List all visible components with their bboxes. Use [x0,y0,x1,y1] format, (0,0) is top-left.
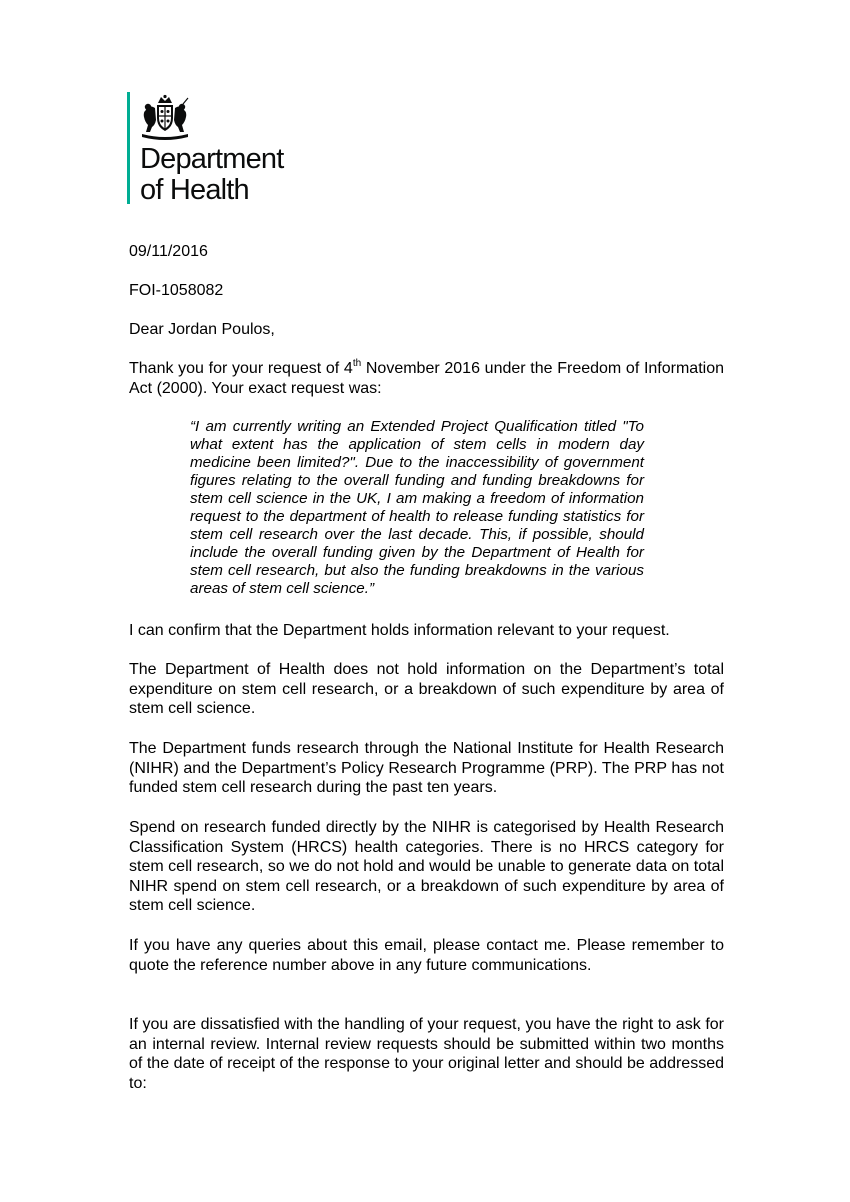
intro-paragraph [129,359,724,398]
paragraph-queries: If you have any queries about this email, please contact me. Please remember to quote the reference number above in any future communications. [129,937,724,974]
logo-accent-bar [127,92,130,204]
paragraph-internal-review: If you are dissatisfied with the handling of your request, you have the right to ask for an internal review. Internal review requests should be submitted within two months of the date of receipt of the response to your original letter and should be addressed to: [129,1016,724,1092]
paragraph-research-funding: The Department funds research through the National Institute for Health Research (NIHR) and the Department’s Policy Research Programme (PRP). The PRP has not funded stem cell research during the past ten years. [129,740,724,796]
intro-text-end: November 2016 under the Freedom of Information Act (2000). Your exact request was: [129,360,725,397]
paragraph-no-information: The Department of Health does not hold information on the Department’s total expenditure on stem cell research, or a breakdown of such expenditure by area of stem cell science. [129,661,724,717]
royal-crest-icon [136,94,194,140]
department-name-line1: Department [140,143,284,175]
intro-date-suffix: th [352,358,362,369]
foi-reference: FOI-1058082 [129,282,224,299]
department-name [140,144,284,206]
salutation: Dear Jordan Poulos, [129,321,275,338]
letter-date: 09/11/2016 [129,243,208,260]
paragraph-confirmation: I can confirm that the Department holds information relevant to your request. [129,622,670,639]
request-quote: “I am currently writing an Extended Project Qualification titled "To what extent has the application of stem cells in modern day medicine been limited?". Due to the inaccessibility of government figures relating to the overall funding and funding breakdowns for stem cell science in the UK, I am making a freedom of information request to the department of health to release funding statistics for stem cell research over the last decade. This, if possible, should include the overall funding given by the Department of Health for stem cell research, but also the funding breakdowns in the various areas of stem cell science.” [190,418,644,597]
department-logo [127,92,347,204]
paragraph-nihr-spend: Spend on research funded directly by the NIHR is categorised by Health Research Classification System (HRCS) health categories. There is no HRCS category for stem cell research, so we do not hold and would be unable to generate data on total NIHR spend on stem cell research, or a breakdown of such expenditure by area of stem cell science. [129,819,724,914]
department-name-line2: of Health [140,174,249,206]
intro-text-start: Thank you for your request of 4 [129,360,353,377]
